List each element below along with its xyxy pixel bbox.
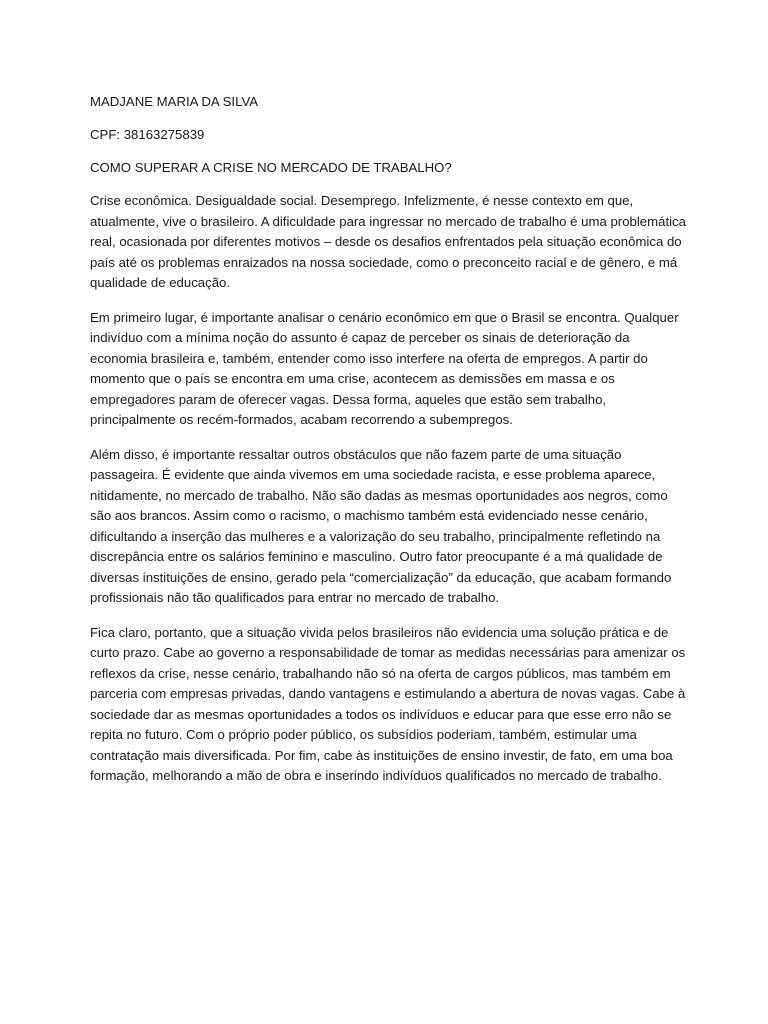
document-page <box>90 92 690 801</box>
cpf-number: CPF: 38163275839 <box>90 127 205 142</box>
paragraph-economic-scenario: Em primeiro lugar, é importante analisar o cenário econômico em que o Brasil se encontra. Qualquer indivíduo com a mínima noção do assunto é capaz de perceber os sinais de deterioração da economia brasileira e, também, entender como isso interfere na oferta de empregos. A partir do momento que o país se encontra em uma crise, acontecem as demissões em massa e os empregadores param de oferecer vagas. Dessa forma, aqueles que estão sem trabalho, principalmente os recém-formados, acabam recorrendo a subempregos. <box>90 309 679 427</box>
paragraph-structural-obstacles: Além disso, é importante ressaltar outros obstáculos que não fazem parte de uma situação passageira. É evidente que ainda vivemos em uma sociedade racista, e esse problema aparece, nitidamente, no mercado de trabalho. Não são dadas as mesmas oportunidades aos negros, como são aos brancos. Assim como o racismo, o machismo também está evidenciado nesse cenário, dificultando a inserção das mulheres e a valorização do seu trabalho, principalmente refletindo na discrepância entre os salários feminino e masculino. Outro fator preocupante é a má qualidade de diversas instituições de ensino, gerado pela “comercialização” da educação, que acabam formando profissionais não tão qualificados para entrar no mercado de trabalho. <box>90 446 672 605</box>
essay-title: COMO SUPERAR A CRISE NO MERCADO DE TRABALHO? <box>90 160 452 175</box>
paragraph-introduction: Crise econômica. Desigualdade social. Desemprego. Infelizmente, é nesse contexto em que, atualmente, vive o brasileiro. A dificuldade para ingressar no mercado de trabalho é uma problemática real, ocasionada por diferentes motivos – desde os desafios enfrentados pela situação econômica do país até os problemas enraizados na nossa sociedade, como o preconceito racial e de gênero, e má qualidade de educação. <box>90 193 686 290</box>
paragraph-conclusion: Fica claro, portanto, que a situação vivida pelos brasileiros não evidencia uma solução prática e de curto prazo. Cabe ao governo a responsabilidade de tomar as medidas necessárias para amenizar os reflexos da crise, nesse cenário, trabalhando não só na oferta de cargos públicos, mas também em parceria com empresas privadas, dando vantagens e estimulando a abertura de novas vagas. Cabe à sociedade dar as mesmas oportunidades a todos os indivíduos e educar para que esse erro não se repita no futuro. Com o próprio poder público, os subsídios poderiam, também, estimular uma contratação mais diversificada. Por fim, cabe às instituições de ensino investir, de fato, em uma boa formação, melhorando a mão de obra e inserindo indivíduos qualificados no mercado de trabalho. <box>90 624 686 783</box>
author-name: MADJANE MARIA DA SILVA <box>90 94 259 109</box>
